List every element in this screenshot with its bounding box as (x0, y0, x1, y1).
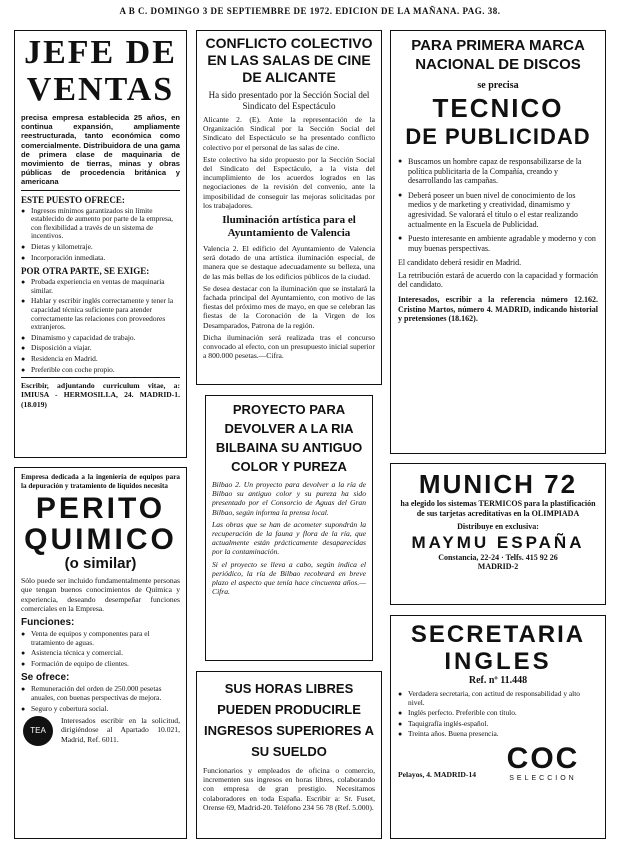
tecnico-title-2: DE PUBLICIDAD (405, 124, 591, 149)
list-item: ● Formación de equipo de clientes. (21, 660, 180, 669)
list-item: ● Incorporación inmediata. (21, 254, 180, 263)
perito-desc: Sólo puede ser incluido fundamentalmente personas que tengan buenos conocimientos de Química y experiencia, deseando desempeñar funciones comerciales en la Empresa. (21, 576, 180, 613)
conflicto-body-3: Valencia 2. El edificio del Ayuntamiento de Valencia será dotado de una artística iluminación especial, de manera que se destaque adecuadamente su belleza, una de las más bellas de los edificios públicos de la ciudad. (203, 244, 375, 281)
list-item: ● Hablar y escribir inglés correctamente y tener la capacidad técnica suficiente para atender correctamente las relaciones con proveedores extranjeros. (21, 297, 180, 331)
ad-munich-72 (390, 463, 606, 605)
tecnico-se-precisa: se precisa (477, 80, 519, 91)
conflicto-subtitle: Ha sido presentado por la Sección Social del Sindicato del Espectáculo (208, 90, 370, 111)
tecnico-title-1: TECNICO (432, 93, 564, 123)
tecnico-retribucion: La retribución estará de acuerdo con la capacidad y formación del candidato. (398, 270, 598, 289)
ad-secretaria-ingles (390, 615, 606, 839)
horas-title: SUS HORAS LIBRES PUEDEN PRODUCIRLE INGRESOS SUPERIORES A SU SUELDO (204, 681, 374, 759)
list-item: ● Dinamismo y capacidad de trabajo. (21, 334, 180, 343)
ad-jefe-ventas (14, 30, 187, 458)
list-item: ● Buscamos un hombre capaz de responsabilizarse de la política publicitaria de la Compañía, creando y desarrollando las campañas. (398, 157, 598, 186)
coc-logo-sub: SELECCION (509, 774, 577, 782)
ad-perito-quimico (14, 467, 187, 839)
list-item: ● Residencia en Madrid. (21, 355, 180, 364)
list-item: ● Dietas y kilometraje. (21, 243, 180, 252)
list-item: ● Asistencia técnica y comercial. (21, 649, 180, 658)
jefe-intro: precisa empresa establecida 25 años, en continua expansión, ampliamente reestructurada, tanto económica como comercialmente. Distribuidora de una gama de primera clase de maquinaria de movimiento de tierras, minas y obras públicas de procedencia británica y americana (21, 113, 180, 187)
jefe-contact: Escribir, adjuntando curriculum vitae, a: IMIUSA - HERMOSILLA, 24. MADRID-1. (18.019) (21, 381, 180, 409)
list-item: ● Probada experiencia en ventas de maquinaria similar. (21, 278, 180, 295)
list-item: ● Verdadera secretaria, con actitud de responsabilidad y alto nivel. (398, 690, 598, 707)
article-conflicto (196, 30, 382, 385)
secretaria-title-1: SECRETARIA (410, 621, 586, 648)
proyecto-body-3: Si el proyecto se lleva a cabo, según indica el periódico, la ría de Bilbao recobrará en breve plazo el aspecto que tenía hace cincuenta años.—Cifra. (212, 559, 366, 597)
horas-body: Funcionarios y empleados de oficina o comercio, incrementen sus ingresos en horas libres, colaborando con empresa de gran prestigio. Necesitamos colaboradores en toda España. Escribir a: Sr. Fuset, Orense 69, Madrid-20. Teléfono 234 56 78 (Ref. 5.000). (203, 766, 375, 812)
conflicto-body-5: Dicha iluminación será realizada tras el concurso convocado al efecto, con un presupuesto inicial superior a 800.000 pesetas.—Cifra. (203, 332, 375, 361)
munich-line: ha elegido los sistemas TERMICOS para la plastificación de sus tarjetas acreditativas en la OLIMPIADA (400, 499, 596, 518)
perito-ofrece-title: Se ofrece: (21, 672, 70, 684)
munich-city: MADRID-2 (477, 562, 519, 571)
conflicto-subheading: Iluminación artística para el Ayuntamiento de Valencia (222, 214, 356, 240)
perito-contact: Interesados escribir en la solicitud, dirigiéndose al Apartado 10.021, Madrid, Ref. 6011. (61, 716, 180, 744)
munich-distribuye: Distribuye en exclusiva: (457, 522, 539, 531)
jefe-title-1: JEFE DE (24, 34, 177, 71)
list-item: ● Remuneración del orden de 250.000 pesetas anuales, con buenas perspectivas de mejora. (21, 685, 180, 702)
list-item: ● Seguro y cobertura social. (21, 705, 180, 714)
tecnico-top: PARA PRIMERA MARCA NACIONAL DE DISCOS (411, 37, 585, 73)
perito-title-3: (o similar) (64, 555, 137, 573)
perito-title-1: PERITO (35, 492, 166, 526)
conflicto-body-4: Se desea destacar con la iluminación que se instalará la fachada principal del Ayuntamiento, con motivo de las fiestas del próximo mes de mayo, en que se celebran las fiestas de la Coronación de la Virgen de los Desamparados, Patrona de la región. (203, 283, 375, 330)
conflicto-title: CONFLICTO COLECTIVO EN LAS SALAS DE CINE DE ALICANTE (205, 35, 373, 85)
jefe-ofrece-title: ESTE PUESTO OFRECE: (21, 194, 125, 205)
ad-tecnico-publicidad (390, 30, 606, 454)
proyecto-body-1: Bilbao 2. Un proyecto para devolver a la ría de Bilbao su antiguo color y su pureza ha sido presentado por el Consorcio de Aguas del Gran Bilbao, según informa la prensa local. (212, 480, 366, 517)
list-item: ● Inglés perfecto. Preferible con título. (398, 709, 598, 718)
perito-funciones-title: Funciones: (21, 617, 75, 628)
munich-company: MAYMU ESPAÑA (411, 533, 585, 552)
list-item: ● Disposición a viajar. (21, 344, 180, 353)
jefe-title-2: VENTAS (26, 71, 175, 108)
proyecto-title: PROYECTO PARA DEVOLVER A LA RIA BILBAINA SU ANTIGUO COLOR Y PUREZA (215, 402, 363, 474)
tecnico-residencia: El candidato deberá residir en Madrid. (398, 258, 522, 268)
list-item: ● Treinta años. Buena presencia. (398, 730, 598, 739)
munich-title: MUNICH 72 (418, 469, 578, 499)
page-header: A B C. DOMINGO 3 DE SEPTIEMBRE DE 1972. EDICION DE LA MAÑANA. PAG. 38. (119, 6, 501, 16)
coc-logo-mark: COC (506, 741, 580, 775)
jefe-exige-title: POR OTRA PARTE, SE EXIGE: (21, 266, 150, 277)
secretaria-contact: Pelayos, 4. MADRID-14 (398, 769, 477, 779)
list-item: ● Preferible con coche propio. (21, 366, 180, 375)
secretaria-title-2: INGLES (444, 648, 552, 675)
article-proyecto-ria (205, 395, 373, 661)
tea-logo (21, 716, 55, 746)
secretaria-ref: Ref. nº 11.448 (468, 675, 528, 686)
munich-address: Constancia, 22-24 · Telfs. 415 92 26 (438, 553, 558, 562)
tecnico-contact: Interesados, escribir a la referencia número 12.162. Cristino Martos, número 4. MADRID, indicando historial y pretensiones (18.162). (398, 294, 598, 324)
conflicto-body-1: Alicante 2. (E). Ante la representación de la Organización Sindical por la Sección Social del Sindicato del Espectáculo se ha presentado conflicto colectivo por el personal de las salas de cine. (203, 115, 375, 152)
coc-logo (488, 743, 598, 782)
list-item: ● Deberá poseer un buen nivel de conocimiento de los medios y de marketing y creatividad, dinamismo y agresividad. Se valorará el título o el estar realizando actualmente en la Escuela de Publicidad. (398, 191, 598, 229)
perito-title-2: QUIMICO (24, 523, 177, 557)
conflicto-body-2: Este colectivo ha sido propuesto por la Sección Social del Sindicato del Espectáculo, a la vista del incumplimiento de los acuerdos logrados en las negociaciones de la revisión del convenio, ante la imposibilidad de conseguir las mejoras solicitadas por los trabajadores. (203, 154, 375, 210)
list-item: ● Taquigrafía inglés-español. (398, 720, 598, 729)
list-item: ● Ingresos mínimos garantizados sin límite establecido de aumento por parte de la empresa, con flexibilidad a través de un sistema de incentivos. (21, 207, 180, 241)
tea-logo-mark: TEA (23, 716, 53, 746)
list-item: ● Venta de equipos y componentes para el tratamiento de aguas. (21, 630, 180, 647)
perito-intro: Empresa dedicada a la ingeniería de equipos para la depuración y tratamiento de líquidos necesita (21, 473, 180, 490)
ad-horas-libres (196, 671, 382, 839)
proyecto-body-2: Las obras que se han de acometer supondrán la recuperación de la fauna y flora de la ría, que actualmente están prácticamente desaparecidas por la contaminación. (212, 519, 366, 557)
list-item: ● Puesto interesante en ambiente agradable y moderno y con muy buenas perspectivas. (398, 234, 598, 253)
